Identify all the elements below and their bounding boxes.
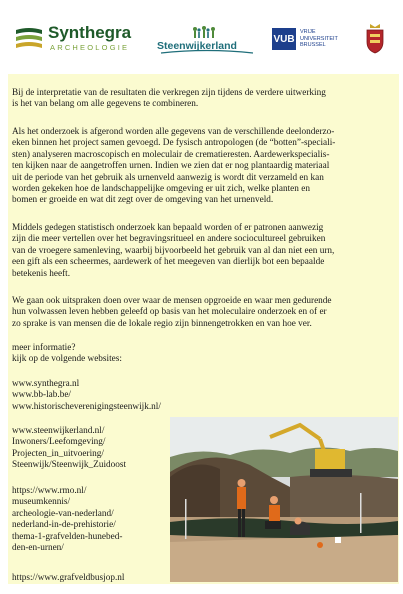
coat-of-arms-icon (364, 22, 386, 54)
text-line: Inwoners/Leefomgeving/ (12, 437, 106, 448)
text-line: zo sprake is van mensen die de lokale regio zijn binnengetrokken en van hoe ver. (12, 318, 312, 329)
text-line: Middels gedegen statistisch onderzoek kan bepaald worden of er patronen aanwezig (12, 223, 324, 233)
paragraph-2 (12, 127, 392, 207)
paragraph-3 (12, 223, 392, 280)
text-line: den-en-urnen/ (12, 543, 64, 554)
text-line: nederland-in-de-prehistorie/ (12, 520, 116, 531)
text-line: www.synthegra.nl (12, 379, 80, 389)
text-line: Bij de interpretatie van de resultaten die verkregen zijn tijdens de verdere uitwerking (12, 88, 326, 98)
text-line: hun volwassen leven hebben geleefd op basis van het moleculaire onderzoek en of er (12, 307, 327, 318)
text-line: zijn die meer vertellen over het begravingsritueel en andere sociocultureel gebruiken (12, 234, 326, 245)
paragraph-1 (12, 88, 392, 111)
header-logos (0, 0, 403, 62)
text-line: www.steenwijkerland.nl/ (12, 426, 105, 436)
text-line: archeologie-van-nederland/ (12, 508, 114, 519)
paragraph-5 (12, 343, 392, 366)
text-line: https://www.grafveldbusjop.nl (12, 573, 125, 583)
excavation-photo (170, 417, 398, 582)
text-line: bomen er groeide en wat dit zegt over de omgeving van het urnenveld. (12, 195, 274, 206)
text-line: https://www.rmo.nl/ (12, 486, 87, 496)
text-line: museumkennis/ (12, 497, 71, 508)
text-line: We gaan ook uitspraken doen over waar de mensen opgroeide en waar men gedurende (12, 296, 332, 306)
text-line: betekenis heeft. (12, 268, 71, 279)
text-line: is het van belang om alle gegevens te combineren. (12, 99, 199, 110)
text-line: Steenwijk/Steenwijk_Zuidoost (12, 460, 127, 471)
vub-logo (272, 28, 352, 54)
text-line: uit de periode van het gebruik als urnenveld aanwezig is wordt dit verzameld en kan (12, 172, 324, 183)
text-line: van de vroegere samenleving, waarbij bijvoorbeeld het gebruik van al dan niet een urn, (12, 245, 335, 256)
text-line: kijk op de volgende websites: (12, 354, 122, 365)
steenwijkerland-name: Steenwijkerland (157, 40, 237, 52)
paragraph-4 (12, 296, 392, 330)
text-line: www.bb-lab.be/ (12, 390, 71, 401)
synthegra-tagline: ARCHEOLOGIE (50, 43, 130, 52)
text-line: Projecten_in_uitvoering/ (12, 448, 104, 459)
text-line: ten kijken naar de aangetroffen urnen. Indien we zien dat er nog plantaardig materiaal (12, 161, 330, 172)
text-line: meer informatie? (12, 343, 76, 353)
synthegra-name: Synthegra (48, 23, 132, 42)
vub-text: VRIJE UNIVERSITEIT BRUSSEL (300, 29, 338, 48)
text-line: thema-1-grafvelden-hunebed- (12, 531, 123, 542)
paragraph-6 (12, 379, 392, 413)
vub-box: VUB (272, 28, 296, 50)
text-line: Als het onderzoek is afgerond worden alle gegevens van de verschillende deelonderzo- (12, 127, 335, 137)
text-line: sten) analyseren macroscopisch en moleculair de crematieresten. Aardewerkspecialis- (12, 149, 330, 160)
text-line: een gift als een scheermes, aardewerk of het meegeven van dierlijk bot een bepaalde (12, 257, 325, 268)
synthegra-mark-icon (14, 26, 44, 52)
text-line: eken binnen het project samen gevoegd. De fysisch antropologen (de “botten”-speciali- (12, 138, 336, 149)
text-line: worden gekeken hoe de landschappelijke omgeving er uit zich, welke planten en (12, 184, 310, 195)
steenwijkerland-logo (157, 26, 257, 56)
text-line: www.historischeverenigingsteenwijk.nl/ (12, 401, 161, 412)
